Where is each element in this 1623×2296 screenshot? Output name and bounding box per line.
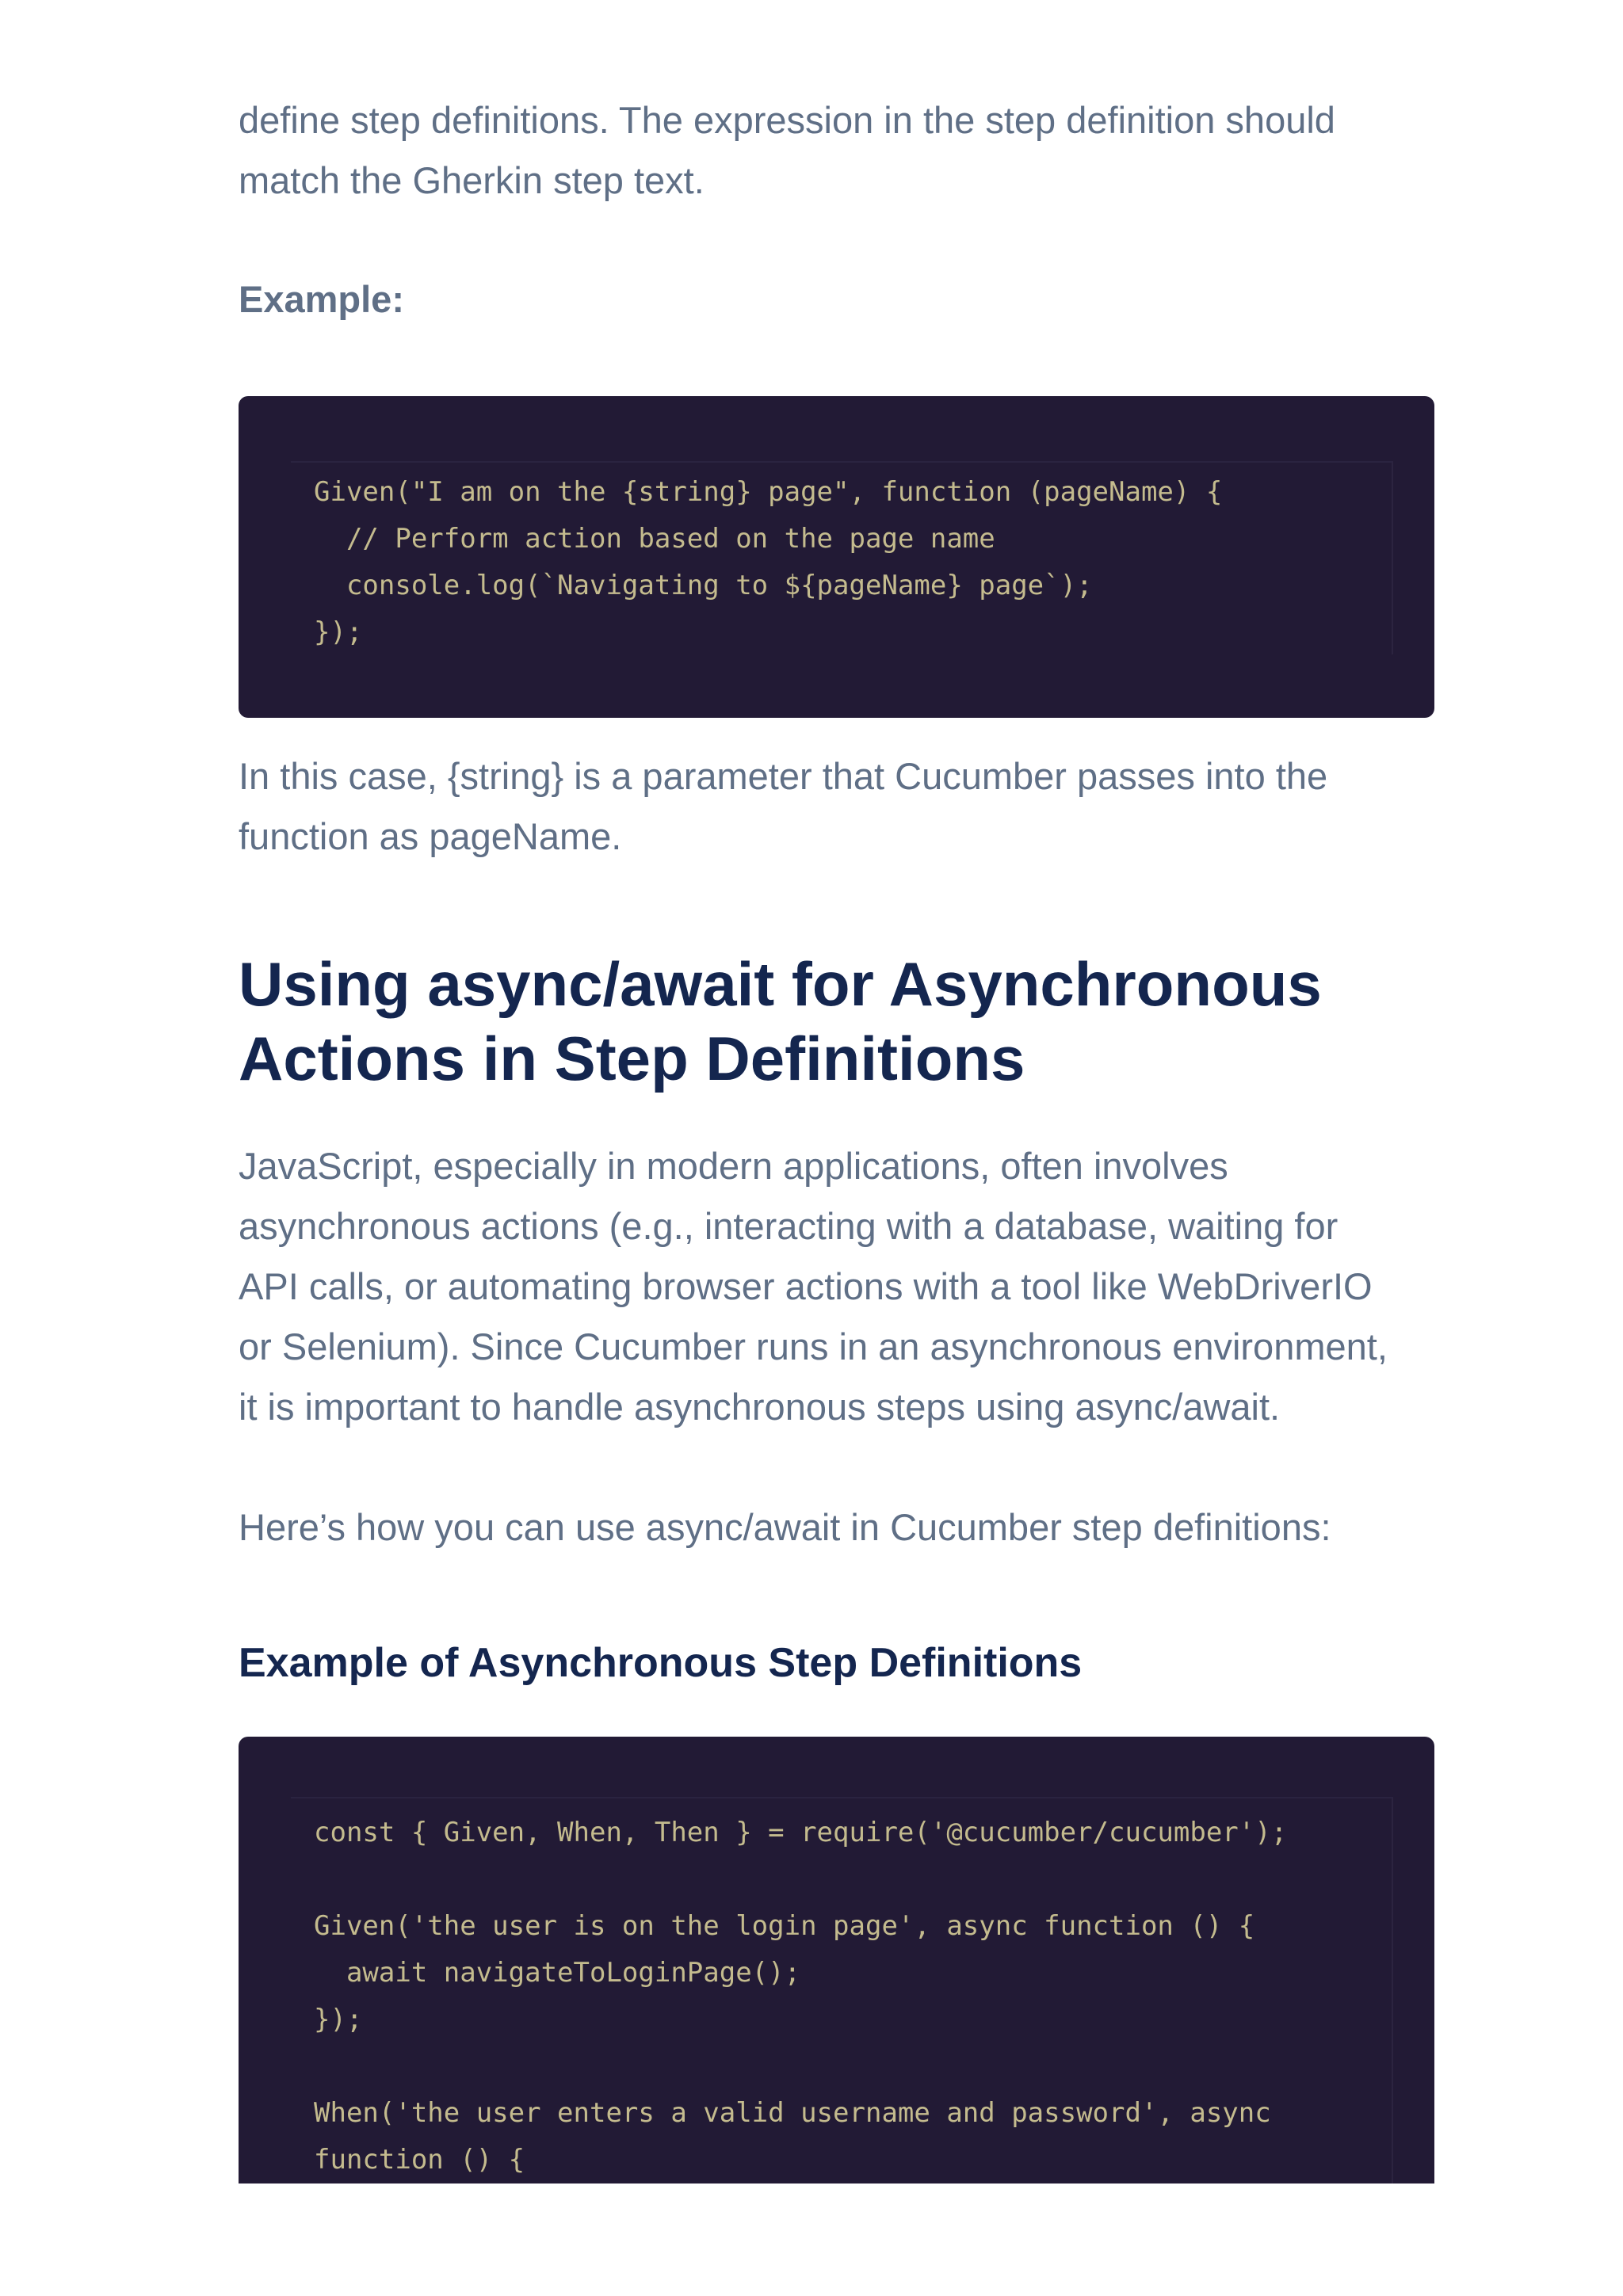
code-line: Given('the user is on the login page', async function () { [314,1910,1255,1942]
text-line: In this case, {string} is a parameter that Cucumber passes into the [239,755,1328,797]
code-block [239,1737,1434,2183]
heading-line: Actions in Step Definitions [239,1024,1025,1093]
code-line: const { Given, When, Then } = require('@cucumber/cucumber'); [314,1817,1288,1848]
text-line: function as pageName. [239,815,622,857]
intro-paragraph [239,90,1435,211]
text-line: JavaScript, especially in modern applications, often involves [239,1145,1228,1187]
example-label [239,277,404,321]
code-line: }); [314,2004,363,2035]
text-line: asynchronous actions (e.g., interacting with a database, waiting for [239,1205,1338,1247]
subheading [239,1637,1435,1689]
text-line: or Selenium). Since Cucumber runs in an asynchronous environment, [239,1325,1388,1367]
code-content [291,461,1393,654]
code-line [314,2043,1287,2090]
section-heading [239,947,1435,1096]
code-block [239,396,1434,718]
code-line: // Perform action based on the page name [314,523,995,555]
code-content [291,1797,1393,2183]
code-line [314,1856,1287,1903]
howto-paragraph [239,1497,1435,1558]
code-line: console.log(`Navigating to ${pageName} page`); [314,570,1093,601]
code-line: await navigateToLoginPage(); [314,1957,801,1989]
heading-line: Using async/await for Asynchronous [239,949,1322,1019]
example-label-text: Example: [239,278,404,320]
text-line: it is important to handle asynchronous steps using async/await. [239,1386,1281,1428]
text-line: match the Gherkin step text. [239,159,705,201]
howto-text: Here’s how you can use async/await in Cucumber step definitions: [239,1506,1331,1548]
code-line: }); [314,616,363,648]
text-line: define step definitions. The expression in the step definition should [239,99,1335,141]
section-paragraph [239,1136,1435,1437]
code-line: Given("I am on the {string} page", function (pageName) { [314,476,1223,508]
code-line: function () { [314,2144,525,2176]
subheading-text: Example of Asynchronous Step Definitions [239,1640,1083,1686]
after-code-paragraph [239,746,1435,867]
code-line: When('the user enters a valid username and password', async [314,2097,1271,2129]
text-line: API calls, or automating browser actions with a tool like WebDriverIO [239,1265,1373,1307]
